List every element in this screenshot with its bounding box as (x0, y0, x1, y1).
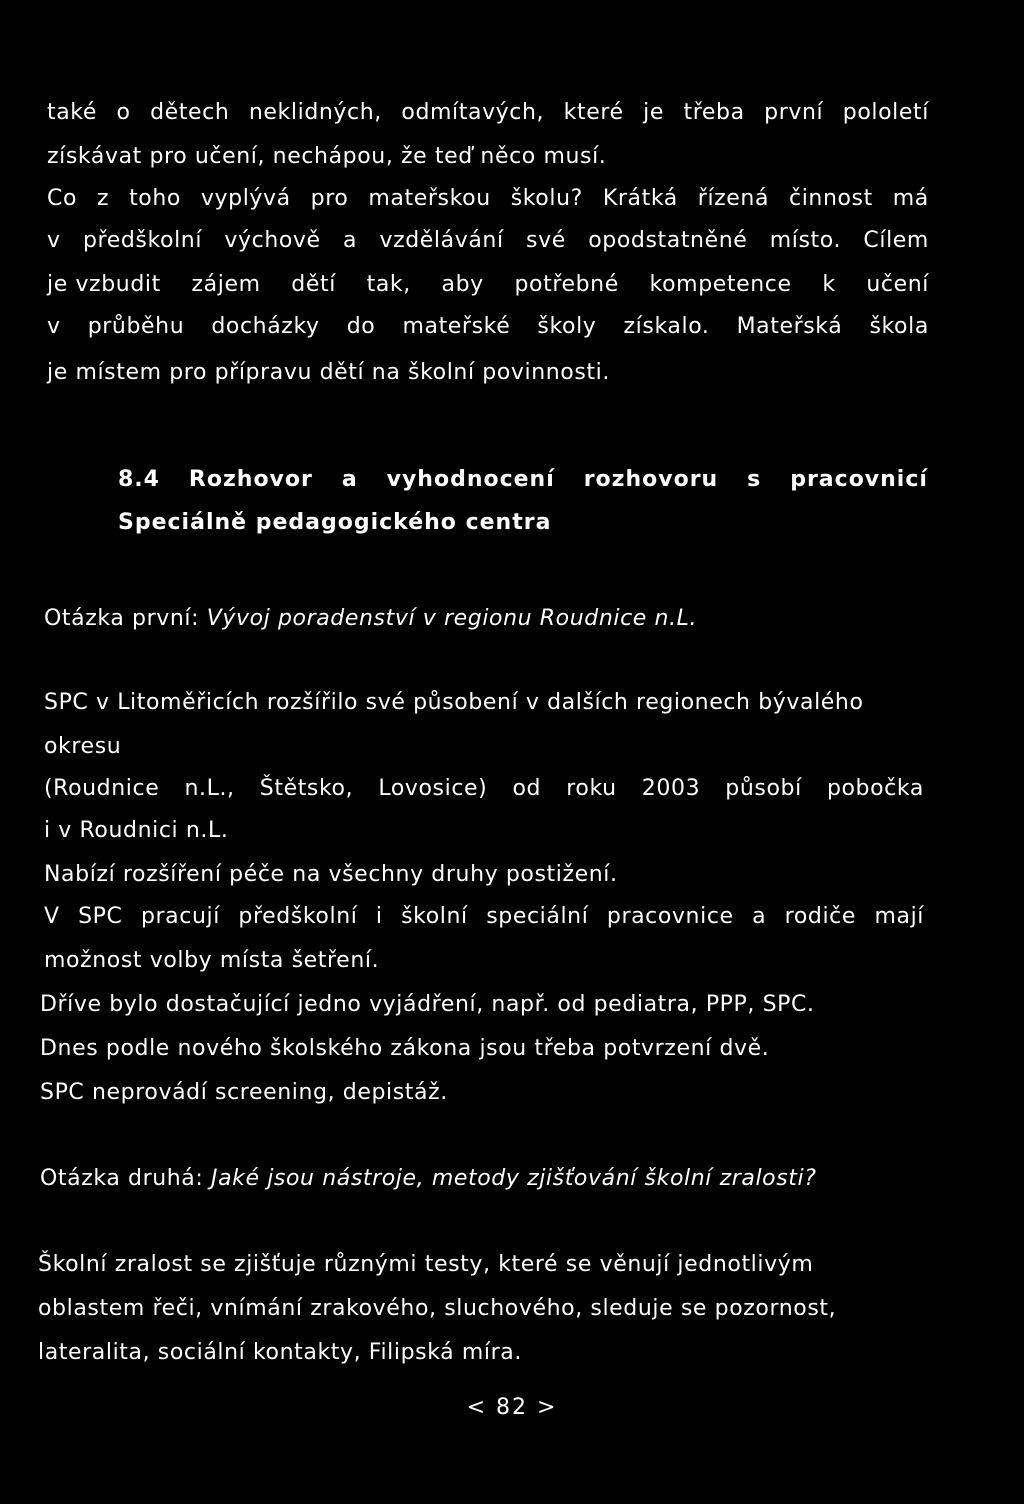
word: k (822, 272, 836, 297)
word: a (752, 904, 767, 929)
word: a (341, 467, 358, 492)
word: speciální (486, 904, 589, 929)
word: od (512, 776, 542, 801)
word: z (96, 186, 110, 211)
question-label: Otázka druhá: (40, 1166, 204, 1191)
word: a (343, 228, 358, 253)
answer-1-line-3 (44, 774, 924, 804)
intro-line-6 (47, 312, 929, 342)
word: aby (441, 272, 484, 297)
word: toho (129, 186, 181, 211)
word: školu? (510, 186, 583, 211)
word: řízená (697, 186, 770, 211)
word: dětí (291, 272, 336, 297)
word: vyhodnocení (386, 467, 555, 492)
word: v (47, 314, 61, 339)
answer-2-line-2: oblastem řeči, vnímání zrakového, sluchového, sleduje se pozornost, (38, 1296, 837, 1321)
word: vyplývá (200, 186, 291, 211)
word: V (44, 904, 60, 929)
word: pracovnice (606, 904, 734, 929)
section-number: 8.4 (118, 467, 160, 492)
word: i (375, 904, 383, 929)
word: (Roudnice (44, 776, 160, 801)
word: do (346, 314, 376, 339)
intro-line-4 (47, 226, 929, 256)
word: kompetence (649, 272, 792, 297)
answer-1-line-6 (44, 902, 924, 932)
word: docházky (211, 314, 320, 339)
intro-line-1 (47, 98, 929, 128)
word: vzdělávání (379, 228, 504, 253)
answer-2-line-1: Školní zralost se zjišťuje různými testy, které se věnují jednotlivým (38, 1252, 814, 1277)
page-number: < 82 > (466, 1395, 558, 1420)
word: má (892, 186, 929, 211)
word: je (643, 100, 664, 125)
word: potřebné (514, 272, 619, 297)
word: učení (866, 272, 929, 297)
word: své (526, 228, 566, 253)
word: také (47, 100, 97, 125)
word: předškolní (238, 904, 358, 929)
word: pracují (140, 904, 220, 929)
answer-1-line-4: i v Roudnici n.L. (44, 818, 229, 843)
word: Co (47, 186, 78, 211)
word: odmítavých, (401, 100, 545, 125)
word: místo. (769, 228, 842, 253)
word: 2003 (641, 776, 701, 801)
answer-1-line-10: SPC neprovádí screening, depistáž. (40, 1080, 448, 1105)
word: neklidných, (248, 100, 382, 125)
word: školy (537, 314, 597, 339)
word: s (747, 467, 762, 492)
answer-1-line-9: Dnes podle nového školského zákona jsou třeba potvrzení dvě. (40, 1036, 770, 1061)
word: n.L., (184, 776, 235, 801)
word: první (764, 100, 824, 125)
word: škola (869, 314, 929, 339)
word: Rozhovor (188, 467, 313, 492)
word: rozhovoru (583, 467, 719, 492)
word: opodstatněné (588, 228, 748, 253)
word: je vzbudit (47, 272, 161, 297)
intro-line-3 (47, 184, 929, 214)
word: školní (401, 904, 468, 929)
word: mají (874, 904, 924, 929)
answer-2-line-3: lateralita, sociální kontakty, Filipská míra. (38, 1340, 522, 1365)
answer-1-line-5: Nabízí rozšíření péče na všechny druhy postižení. (44, 862, 618, 887)
word: předškolní (82, 228, 203, 253)
word: pro (310, 186, 349, 211)
word: průběhu (87, 314, 185, 339)
question-text: Vývoj poradenství v regionu Roudnice n.L. (206, 606, 698, 631)
word: výchově (224, 228, 321, 253)
word: činnost (789, 186, 873, 211)
word: Cílem (863, 228, 929, 253)
word: Štětsko, (259, 776, 354, 801)
word: roku (566, 776, 617, 801)
word: mateřské (402, 314, 511, 339)
section-heading-line-1 (118, 465, 928, 495)
word: třeba (683, 100, 745, 125)
question-1 (44, 604, 697, 634)
word: mateřskou (368, 186, 491, 211)
word: pracovnicí (790, 467, 928, 492)
answer-1-line-7: možnost volby místa šetření. (44, 948, 380, 973)
question-text: Jaké jsou nástroje, metody zjišťování školní zralosti? (210, 1166, 817, 1191)
word: dětech (150, 100, 230, 125)
word: rodiče (784, 904, 856, 929)
intro-line-5 (47, 270, 929, 300)
question-2 (40, 1164, 817, 1194)
word: Krátká (602, 186, 678, 211)
section-heading-line-2: Speciálně pedagogického centra (118, 510, 552, 535)
answer-1-line-8: Dříve bylo dostačující jedno vyjádření, např. od pediatra, PPP, SPC. (40, 992, 815, 1017)
word: SPC (78, 904, 123, 929)
word: získalo. (623, 314, 710, 339)
word: pololetí (842, 100, 929, 125)
word: o (116, 100, 131, 125)
word: Lovosice) (378, 776, 488, 801)
word: Mateřská (736, 314, 843, 339)
answer-1-line-1: SPC v Litoměřicích rozšířilo své působení v dalších regionech bývalého (44, 690, 864, 715)
word: působí (725, 776, 802, 801)
intro-line-7: je místem pro přípravu dětí na školní povinnosti. (47, 360, 610, 385)
word: které (563, 100, 624, 125)
intro-line-2: získávat pro učení, nechápou, že teď něco musí. (47, 144, 607, 169)
word: tak, (366, 272, 411, 297)
word: zájem (191, 272, 261, 297)
answer-1-line-2: okresu (44, 734, 122, 759)
question-label: Otázka první: (44, 606, 200, 631)
word: v (47, 228, 61, 253)
word: pobočka (826, 776, 924, 801)
